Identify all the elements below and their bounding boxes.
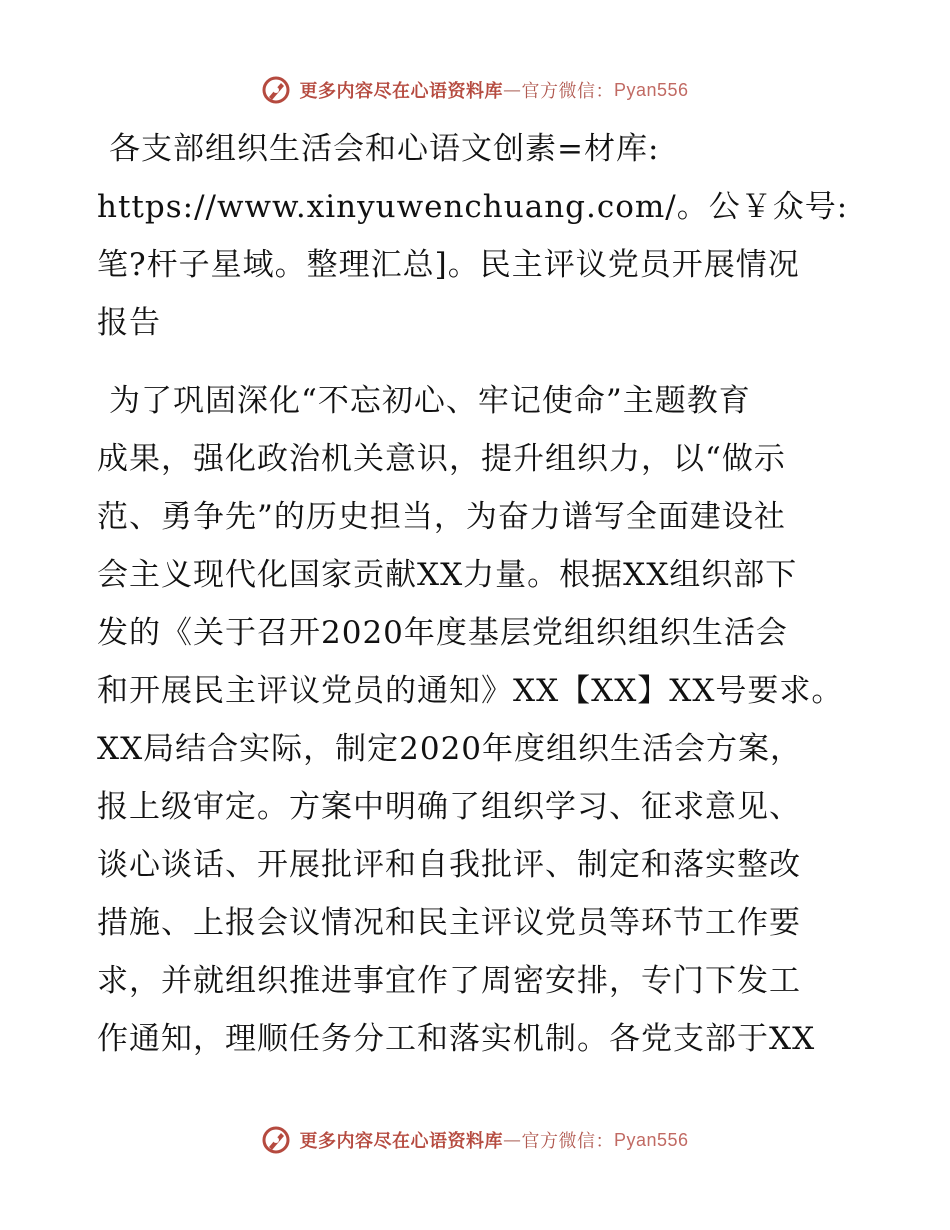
body-line: 范、勇争先”的历史担当，为奋力谱写全面建设社: [97, 499, 786, 535]
banner-separator: —: [502, 79, 522, 101]
banner-wechat-id: Pyan556: [613, 1129, 689, 1150]
body-line: 发的《关于召开2020年度基层党组织组织生活会: [97, 615, 788, 651]
paragraph-gap: [97, 352, 867, 372]
body-line: 措施、上报会议情况和民主评议党员等环节工作要: [97, 905, 801, 941]
title-line: https://www.xinyuwenchuang.com/。公￥众号:: [97, 189, 849, 225]
footer-watermark-banner: [0, 1123, 950, 1157]
title-line: 报告: [97, 305, 161, 341]
brand-logo-icon: [261, 1125, 291, 1155]
body-line: 会主义现代化国家贡献XX力量。根据XX组织部下: [97, 557, 798, 593]
body-line: 为了巩固深化“不忘初心、牢记使命”主题教育: [109, 383, 751, 419]
body-line: 作通知，理顺任务分工和落实机制。各党支部于XX: [97, 1021, 816, 1057]
body-paragraph: [97, 372, 867, 1068]
document-title-paragraph: [97, 120, 867, 352]
document-body: [97, 120, 867, 1068]
banner-brand-text: 更多内容尽在心语资料库: [299, 81, 503, 102]
banner-separator: —: [502, 1129, 522, 1151]
body-line: 谈心谈话、开展批评和自我批评、制定和落实整改: [97, 847, 801, 883]
title-line: 笔?杆子星域。整理汇总]。民主评议党员开展情况: [97, 247, 800, 283]
body-line: 报上级审定。方案中明确了组织学习、征求意见、: [97, 789, 801, 825]
banner-brand-text: 更多内容尽在心语资料库: [299, 1131, 503, 1152]
banner-wechat-label: 官方微信：: [521, 81, 614, 102]
banner-wechat-label: 官方微信：: [521, 1131, 614, 1152]
brand-logo-icon: [261, 75, 291, 105]
header-watermark-banner: [0, 73, 950, 107]
body-line: 求，并就组织推进事宜作了周密安排，专门下发工: [97, 963, 801, 999]
body-line: 和开展民主评议党员的通知》XX【XX】XX号要求。: [97, 673, 844, 709]
body-line: 成果，强化政治机关意识，提升组织力，以“做示: [97, 441, 786, 477]
body-line: XX局结合实际，制定2020年度组织生活会方案，: [97, 731, 803, 767]
banner-wechat-id: Pyan556: [613, 79, 689, 100]
title-line: 各支部组织生活会和心语文创素=材库:: [109, 131, 660, 167]
